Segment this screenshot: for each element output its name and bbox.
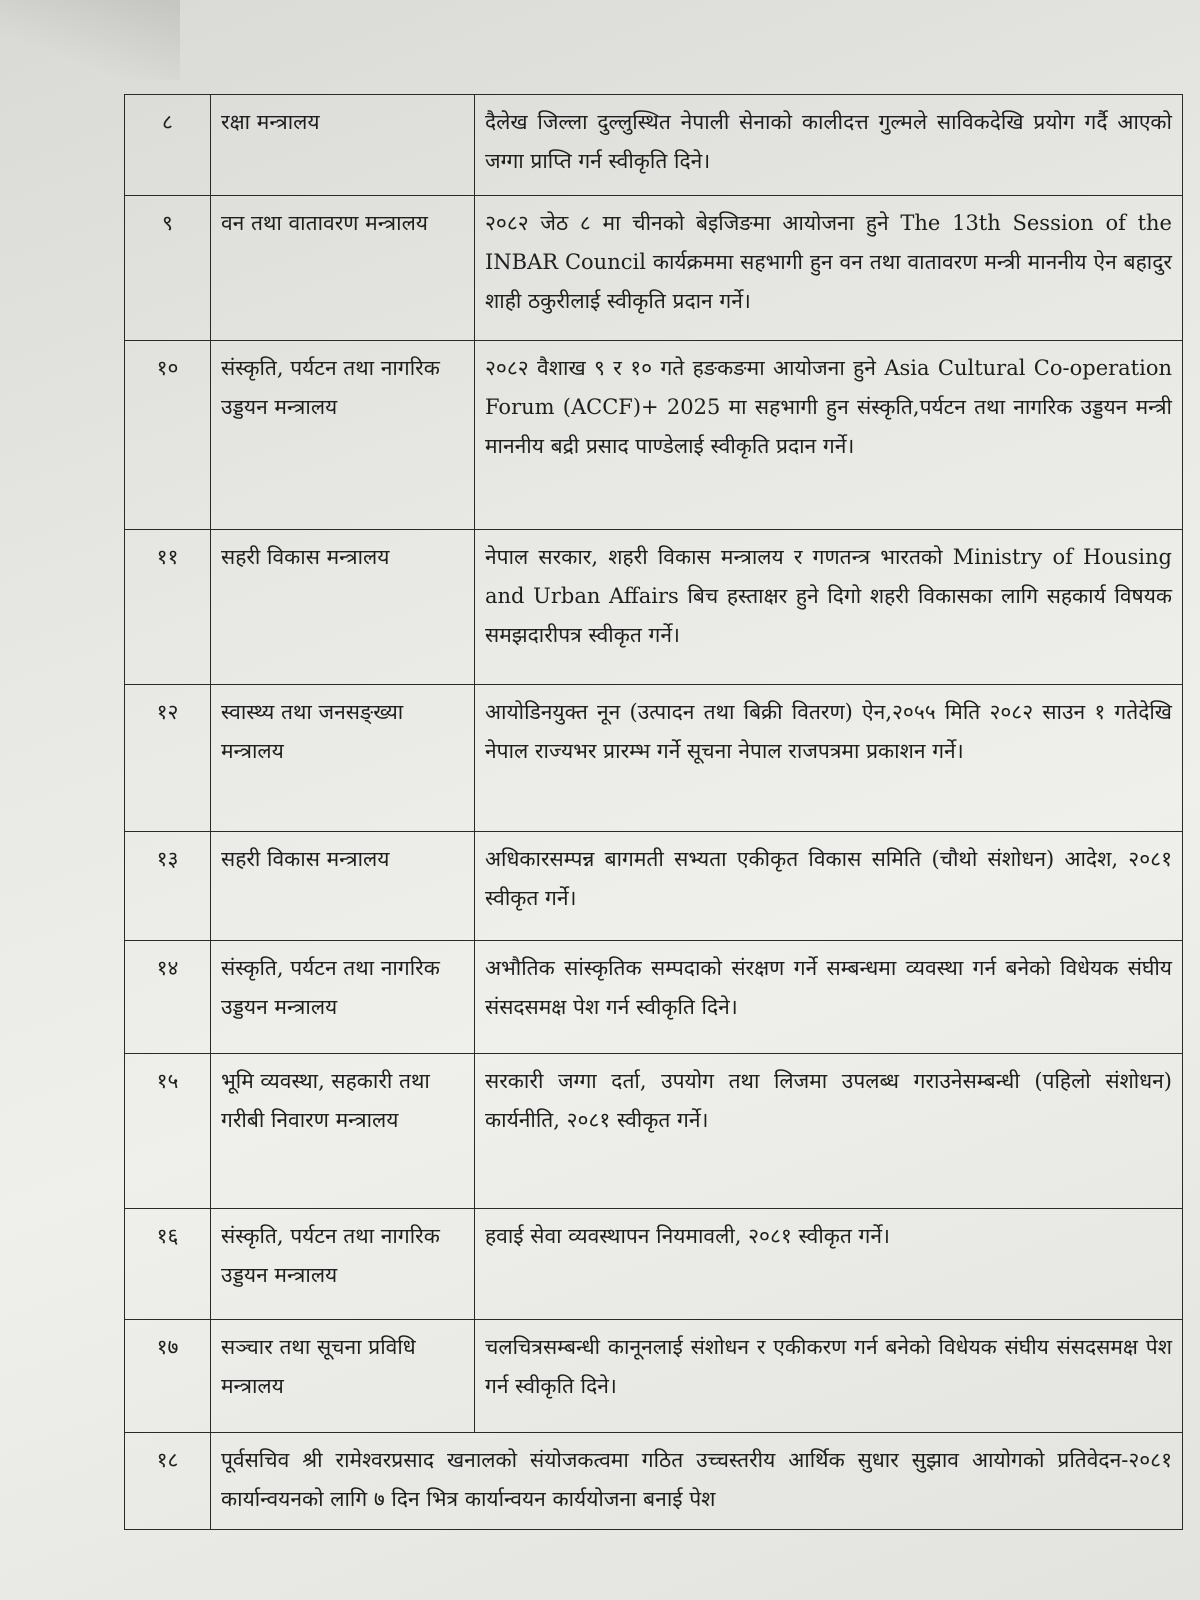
- ministry-cell: स्वास्थ्य तथा जनसङ्ख्या मन्त्रालय: [211, 685, 475, 832]
- row-number: ९: [125, 196, 211, 341]
- table-row: [125, 941, 1183, 1054]
- row-number: १२: [125, 685, 211, 832]
- ministry-cell: रक्षा मन्त्रालय: [211, 95, 475, 196]
- table-row: [125, 685, 1183, 832]
- row-number: १८: [125, 1433, 211, 1530]
- paper-fold-shadow: [0, 0, 180, 80]
- cabinet-decisions-table: [124, 94, 1183, 1530]
- decision-cell: दैलेख जिल्ला दुल्लुस्थित नेपाली सेनाको कालीदत्त गुल्मले साविकदेखि प्रयोग गर्दै आएको जग्गा प्राप्ति गर्न स्वीकृति दिने।: [475, 95, 1183, 196]
- ministry-cell: सञ्चार तथा सूचना प्रविधि मन्त्रालय: [211, 1320, 475, 1433]
- decision-cell: २०८२ जेठ ८ मा चीनको बेइजिङमा आयोजना हुने The 13th Session of the INBAR Council कार्यक्रममा सहभागी हुन वन तथा वातावरण मन्त्री माननीय ऐन बहादुर शाही ठकुरीलाई स्वीकृति प्रदान गर्ने।: [475, 196, 1183, 341]
- row-number: १०: [125, 341, 211, 530]
- ministry-cell: सहरी विकास मन्त्रालय: [211, 832, 475, 941]
- ministry-cell: संस्कृति, पर्यटन तथा नागरिक उड्डयन मन्त्रालय: [211, 1209, 475, 1320]
- table-row: [125, 1054, 1183, 1209]
- row-number: १४: [125, 941, 211, 1054]
- ministry-cell: संस्कृति, पर्यटन तथा नागरिक उड्डयन मन्त्रालय: [211, 341, 475, 530]
- decision-cell: चलचित्रसम्बन्धी कानूनलाई संशोधन र एकीकरण गर्न बनेको विधेयक संघीय संसदसमक्ष पेश गर्न स्वीकृति दिने।: [475, 1320, 1183, 1433]
- ministry-cell: संस्कृति, पर्यटन तथा नागरिक उड्डयन मन्त्रालय: [211, 941, 475, 1054]
- row-number: १६: [125, 1209, 211, 1320]
- decision-cell: अधिकारसम्पन्न बागमती सभ्यता एकीकृत विकास समिति (चौथो संशोधन) आदेश, २०८१ स्वीकृत गर्ने।: [475, 832, 1183, 941]
- table-row: [125, 832, 1183, 941]
- table-row: [125, 1209, 1183, 1320]
- row-number: ११: [125, 530, 211, 685]
- table-row: [125, 1320, 1183, 1433]
- decision-cell: नेपाल सरकार, शहरी विकास मन्त्रालय र गणतन्त्र भारतको Ministry of Housing and Urban Affairs बिच हस्ताक्षर हुने दिगो शहरी विकासका लागि सहकार्य विषयक समझदारीपत्र स्वीकृत गर्ने।: [475, 530, 1183, 685]
- ministry-cell: सहरी विकास मन्त्रालय: [211, 530, 475, 685]
- decision-cell: हवाई सेवा व्यवस्थापन नियमावली, २०८१ स्वीकृत गर्ने।: [475, 1209, 1183, 1320]
- row-number: १७: [125, 1320, 211, 1433]
- table-row: [125, 341, 1183, 530]
- merged-decision-cell: पूर्वसचिव श्री रामेश्वरप्रसाद खनालको संयोजकत्वमा गठित उच्चस्तरीय आर्थिक सुधार सुझाव आयोगको प्रतिवेदन-२०८१ कार्यान्वयनको लागि ७ दिन भित्र कार्यान्वयन कार्ययोजना बनाई पेश: [211, 1433, 1183, 1530]
- table-row: [125, 530, 1183, 685]
- decision-cell: आयोडिनयुक्त नून (उत्पादन तथा बिक्री वितरण) ऐन,२०५५ मिति २०८२ साउन १ गतेदेखि नेपाल राज्यभर प्रारम्भ गर्ने सूचना नेपाल राजपत्रमा प्रकाशन गर्ने।: [475, 685, 1183, 832]
- table-row: [125, 95, 1183, 196]
- decision-cell: सरकारी जग्गा दर्ता, उपयोग तथा लिजमा उपलब्ध गराउनेसम्बन्धी (पहिलो संशोधन) कार्यनीति, २०८१ स्वीकृत गर्ने।: [475, 1054, 1183, 1209]
- decision-cell: २०८२ वैशाख ९ र १० गते हङकङमा आयोजना हुने Asia Cultural Co-operation Forum (ACCF)+ 2025 मा सहभागी हुन संस्कृति,पर्यटन तथा नागरिक उड्डयन मन्त्री माननीय बद्री प्रसाद पाण्डेलाई स्वीकृति प्रदान गर्ने।: [475, 341, 1183, 530]
- ministry-cell: भूमि व्यवस्था, सहकारी तथा गरीबी निवारण मन्त्रालय: [211, 1054, 475, 1209]
- row-number: १५: [125, 1054, 211, 1209]
- row-number: १३: [125, 832, 211, 941]
- ministry-cell: वन तथा वातावरण मन्त्रालय: [211, 196, 475, 341]
- table-row: [125, 1433, 1183, 1530]
- table-row: [125, 196, 1183, 341]
- decision-cell: अभौतिक सांस्कृतिक सम्पदाको संरक्षण गर्ने सम्बन्धमा व्यवस्था गर्न बनेको विधेयक संघीय संसदसमक्ष पेश गर्न स्वीकृति दिने।: [475, 941, 1183, 1054]
- row-number: ८: [125, 95, 211, 196]
